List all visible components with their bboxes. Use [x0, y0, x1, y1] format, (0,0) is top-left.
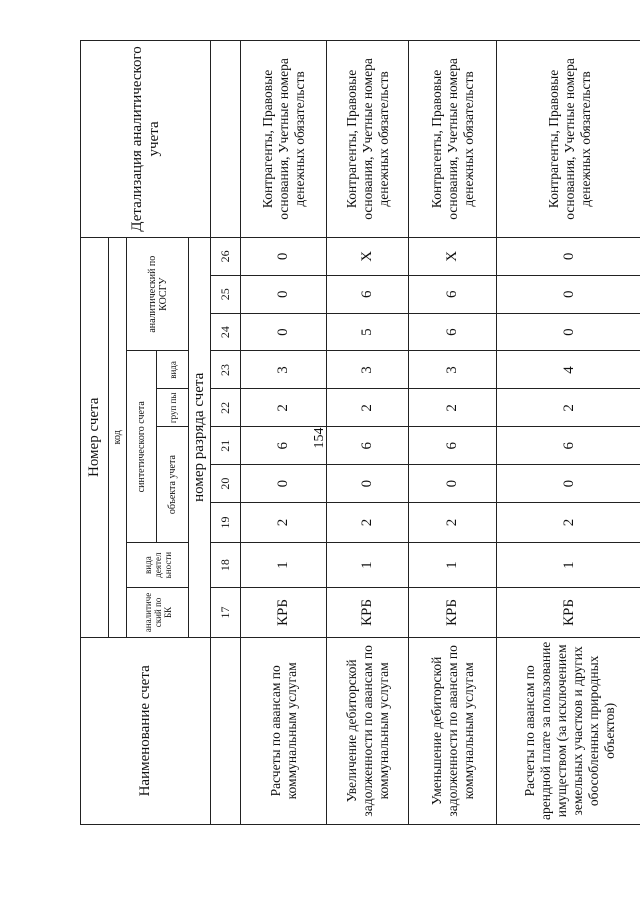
cell-value: Х [327, 237, 409, 275]
column-number: 26 [211, 237, 241, 275]
column-spacer-right [211, 41, 241, 238]
account-name: Расчеты по авансам по арендной плате за пользование имуществом (за исключением земельных участков и других обособленных природных объектов) [497, 637, 640, 824]
column-number: 17 [211, 588, 241, 637]
detail-text: Контрагенты, Правовые основания, Учетные номера денежных обязательств [497, 41, 640, 238]
cell-value: 6 [241, 427, 327, 465]
cell-value: 1 [327, 542, 409, 587]
header-account-name: Наименование счета [81, 637, 211, 824]
cell-value: 3 [241, 351, 327, 389]
cell-value: 5 [327, 313, 409, 351]
cell-value: 2 [327, 503, 409, 543]
header-detail: Детализация аналитического учета [81, 41, 211, 238]
header-account-number: Номер счета [81, 237, 109, 637]
cell-value: 2 [497, 503, 640, 543]
column-number: 23 [211, 351, 241, 389]
cell-value: 1 [409, 542, 497, 587]
detail-text: Контрагенты, Правовые основания, Учетные номера денежных обязательств [327, 41, 409, 238]
cell-value: 0 [241, 237, 327, 275]
cell-value: 6 [409, 427, 497, 465]
cell-value: 3 [409, 351, 497, 389]
table-canvas [80, 40, 640, 825]
header-analytic-bk: аналитиче ский по БК [127, 588, 189, 637]
cell-value: 2 [327, 389, 409, 427]
header-code: код [109, 237, 127, 637]
column-spacer-left [211, 637, 241, 824]
page-number: 154 [312, 427, 327, 449]
cell-value: 4 [497, 351, 640, 389]
account-name: Расчеты по авансам по коммунальным услугам [241, 637, 327, 824]
cell-value: КРБ [497, 588, 640, 637]
cell-value: 0 [409, 465, 497, 503]
cell-value: 6 [409, 275, 497, 313]
table-row [497, 41, 640, 825]
cell-value: 6 [497, 427, 640, 465]
cell-value: 0 [497, 465, 640, 503]
cell-value: 6 [409, 313, 497, 351]
column-number: 22 [211, 389, 241, 427]
cell-value: 0 [241, 313, 327, 351]
cell-value: 6 [327, 427, 409, 465]
cell-value: Х [409, 237, 497, 275]
cell-value: 3 [327, 351, 409, 389]
cell-value: 2 [497, 389, 640, 427]
cell-value: 0 [497, 275, 640, 313]
account-name: Увеличение дебиторской задолженности по авансам по коммунальным услугам [327, 637, 409, 824]
account-name: Уменьшение дебиторской задолженности по авансам по коммунальным услугам [409, 637, 497, 824]
cell-value: КРБ [409, 588, 497, 637]
header-activity-type: вида деятел ьности [127, 542, 189, 587]
accounts-table [80, 40, 640, 825]
header-account-object: объекта учета [157, 427, 189, 543]
header-analytic-kosgu: аналитический по КОСГУ [127, 237, 189, 351]
column-numbers-row [211, 41, 241, 825]
column-number: 18 [211, 542, 241, 587]
cell-value: 6 [327, 275, 409, 313]
cell-value: КРБ [327, 588, 409, 637]
cell-value: 2 [241, 503, 327, 543]
cell-value: 1 [241, 542, 327, 587]
cell-value: 0 [241, 275, 327, 313]
cell-value: 0 [241, 465, 327, 503]
header-kind: вида [157, 351, 189, 389]
column-number: 24 [211, 313, 241, 351]
cell-value: 0 [497, 237, 640, 275]
column-number: 19 [211, 503, 241, 543]
detail-text: Контрагенты, Правовые основания, Учетные номера денежных обязательств [409, 41, 497, 238]
column-number: 25 [211, 275, 241, 313]
header-digit-number: номер разряда счета [189, 237, 211, 637]
column-number: 21 [211, 427, 241, 465]
table-row [241, 41, 327, 825]
table-row [327, 41, 409, 825]
column-number: 20 [211, 465, 241, 503]
header-group: груп пы [157, 389, 189, 427]
cell-value: 1 [497, 542, 640, 587]
cell-value: 0 [497, 313, 640, 351]
cell-value: 2 [241, 389, 327, 427]
cell-value: КРБ [241, 588, 327, 637]
table-row [409, 41, 497, 825]
cell-value: 0 [327, 465, 409, 503]
detail-text: Контрагенты, Правовые основания, Учетные номера денежных обязательств [241, 41, 327, 238]
cell-value: 2 [409, 503, 497, 543]
header-synthetic: синтетического счета [127, 351, 157, 542]
cell-value: 2 [409, 389, 497, 427]
